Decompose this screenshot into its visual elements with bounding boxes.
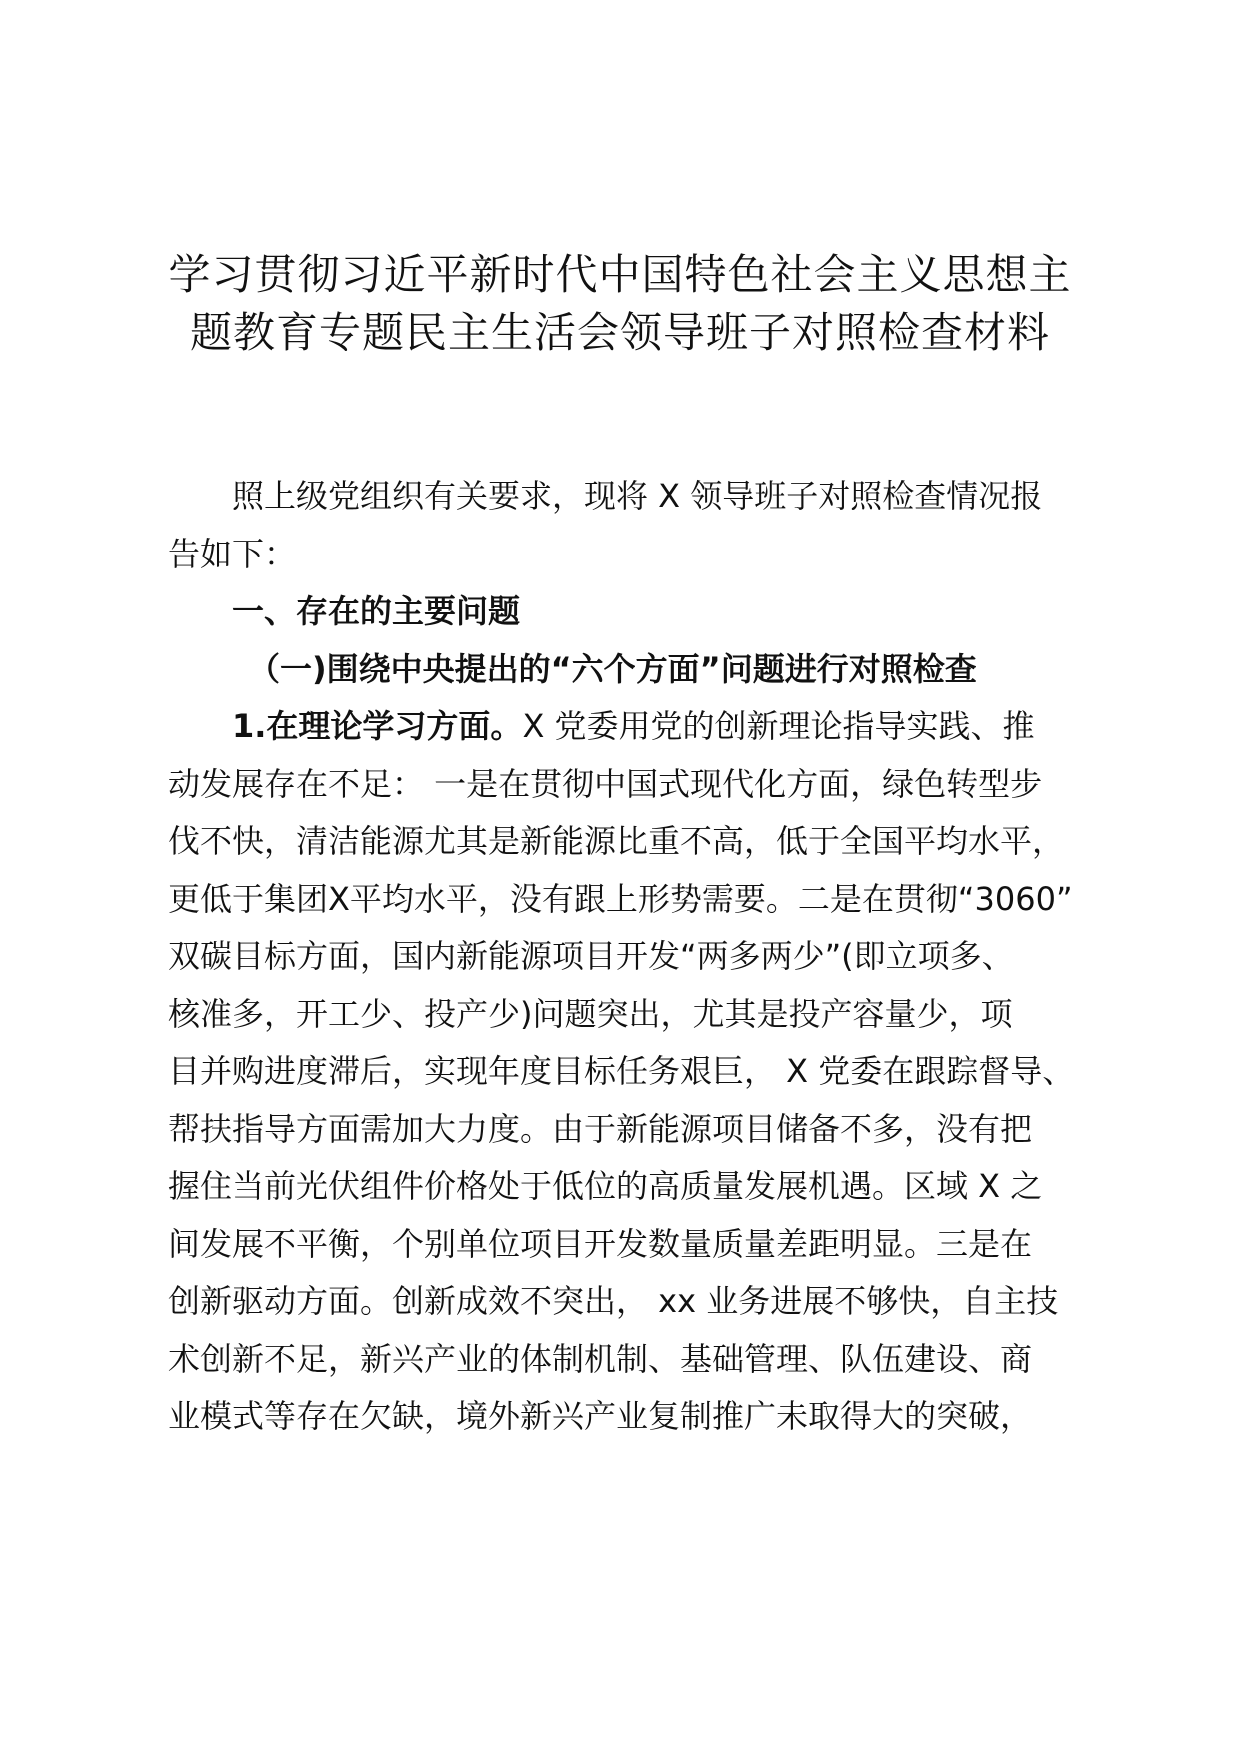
- item-line: 间发展不平衡，个别单位项目开发数量质量差距明显。三是在: [168, 1224, 1033, 1263]
- item-line: 术创新不足，新兴产业的体制机制、基础管理、队伍建设、商: [168, 1339, 1033, 1378]
- intro-line: 告如下：: [168, 534, 297, 573]
- item-line: 目并购进度滞后，实现年度目标任务艰巨， X 党委在跟踪督导、: [168, 1052, 1075, 1090]
- intro-line: 照上级党组织有关要求，现将 X 领导班子对照检查情况报: [232, 477, 1043, 515]
- item-line: 握住当前光伏组件价格处于低位的高质量发展机遇。区域 X 之: [168, 1167, 1043, 1205]
- item-line: 创新驱动方面。创新成效不突出， xx 业务进展不够快，自主技: [168, 1282, 1059, 1320]
- item-line: 业模式等存在欠缺，境外新兴产业复制推广未取得大的突破，: [168, 1397, 1033, 1435]
- item-line: 核准多，开工少、投产少)问题突出，尤其是投产容量少，项: [168, 994, 1013, 1033]
- item-lead: 1.在理论学习方面。: [232, 707, 523, 745]
- section-heading: 一、存在的主要问题: [232, 592, 521, 630]
- title-line: 题教育专题民主生活会领导班子对照检查材料: [189, 308, 1050, 357]
- item-line: 动发展存在不足： 一是在贯彻中国式现代化方面，绿色转型步: [168, 764, 1043, 803]
- subsection-heading: （一)围绕中央提出的“六个方面”问题进行对照检查: [248, 649, 977, 688]
- item-line: X 党委用党的创新理论指导实践、推: [522, 707, 1035, 745]
- title-line: 学习贯彻习近平新时代中国特色社会主义思想主: [168, 250, 1072, 299]
- item-line: 双碳目标方面，国内新能源项目开发“两多两少”(即立项多、: [168, 937, 1014, 975]
- document-title: [160, 246, 1080, 362]
- document-body: [168, 468, 1080, 1446]
- item-line: 伐不快，清洁能源尤其是新能源比重不高，低于全国平均水平，: [168, 822, 1065, 860]
- item-line: 帮扶指导方面需加大力度。由于新能源项目储备不多，没有把: [168, 1109, 1033, 1148]
- item-line: 更低于集团X平均水平，没有跟上形势需要。二是在贯彻“3060”: [168, 879, 1073, 918]
- item-first-line: [168, 698, 1080, 756]
